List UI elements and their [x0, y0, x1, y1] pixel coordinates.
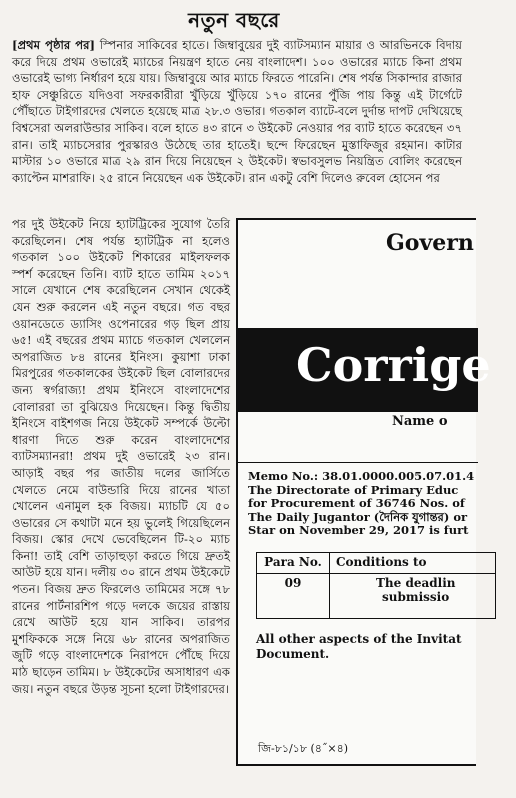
article-headline: নতুন বছরে [188, 8, 280, 32]
table-header-row [257, 553, 496, 574]
ad-divider [238, 462, 478, 463]
article-body-full-width [12, 37, 462, 186]
ad-memo-line: Star on November 29, 2017 is furt [248, 523, 469, 537]
article-paragraph-continued: পর দুই উইকেট নিয়ে হ্যাটট্রিকের সুযোগ তৈরি করেছিলেন। শেষ পর্যন্ত হ্যাটট্রিক না হলেও গতকাল ১০০ উইকেট শিকারের মাইলফলক স্পর্শ করেছেন তিনি। ব্যাট হাতে তামিম ২০১৭ সালে যেখানে শেষ করেছিলেন সেখান থেকেই যেন শুরু করলেন এই নতুন বছরে। গত বছর ওয়ানডেতে ড্যাসিং ওপেনারের গড় ছিল প্রায় ৬৫! এই বছরের প্রথম ম্যাচে গতকাল খেললেন অপরাজিত ৮৪ রানের ইনিংস। কুয়াশা ঢাকা মিরপুরের গতকালকের উইকেট ছিল বোলারদের জন্য স্বর্গরাজ্য! প্রথম ইনিংসে বাংলাদেশের বোলাররা তা বুঝিয়েও দিয়েছেন। কিন্তু দ্বিতীয় ইনিংসে বাইশগজ নিয়ে উইকেট সম্পর্কে উল্টো ধারণা দিতে শুরু করেন বাংলাদেশের ব্যাটসম্যানরা! প্রথম দুই ওভারেই ২৩ রান। আড়াই বছর পর জাতীয় দলের জার্সিতে খেলতে নেমে বাউন্ডারি দিয়ে রানের খাতা খোলেন এনামুল হক বিজয়। ম্যাচটি যে ৫০ ওভারের সে কথাটা মনে হয় ভুলেই গিয়েছিলেন বিজয়। স্কোর দেখে ভেবেছিলেন টি-২০ ম্যাচ কিনা! তাই বেশি তাড়াহুড়া করতে গিয়ে দ্রুতই আউট হয়ে যান। দলীয় ৩০ রানে প্রথম উইকেটে পতন। বিজয় দ্রুত ফিরলেও তামিমের সঙ্গে ৭৮ রানের পার্টনারশিপ গড়ে দলকে জয়ের রাস্তায় রেখে আউট হয়ে যান সাকিব। তারপর মুশফিককে সঙ্গে নিয়ে ৬৮ রানের অপরাজিত জুটি গড়ে বাংলাদেশকে নিরাপদে পৌঁছে দিয়ে মাঠ ছাড়েন তামিম। ৮ উইকেটের অসাধারণ এক জয়। নতুন বছরে উড়ন্ত সূচনা হলো টাইগারদের। [12, 217, 230, 696]
table-cell-condition [330, 574, 496, 619]
ad-memo-line: The Directorate of Primary Educ [248, 482, 459, 497]
corrigendum-advertisement [236, 218, 491, 766]
ad-memo-line: Memo No.: 38.01.0000.005.07.01.4 [248, 469, 475, 483]
article-body-column [12, 216, 230, 697]
table-header-cell: Conditions to [330, 553, 496, 574]
lead-tag: [প্রথম পৃষ্ঠার পর] [12, 38, 96, 52]
ad-conditions-table [256, 552, 496, 619]
ad-other-line: Document. [256, 647, 330, 661]
ad-title-band [238, 328, 491, 412]
ad-other-line: All other aspects of the Invitat [256, 632, 462, 646]
table-header-cell: Para No. [257, 553, 330, 574]
table-cell-para: 09 [257, 574, 330, 619]
ad-memo-line: for Procurement of 36746 Nos. of [248, 496, 465, 510]
condition-line: submissio [382, 590, 450, 604]
ad-name-line: Name o [392, 414, 448, 429]
table-row [257, 574, 496, 619]
ad-reference-code: জি-৮১/১৮ (৪˝×৪) [258, 742, 349, 755]
article-paragraph: স্পিনার সাকিবের হাতে। জিম্বাবুয়ের দুই ব্যাটসম্যান মায়ার ও আরভিনকে বিদায় করে দিয়ে প্রথম ওভারেই ম্যাচের নিয়ন্ত্রণ হাতে নেয় বাংলাদেশ। ১০০ ওভারের ম্যাচে কিনা প্রথম ওভারেই ভাগ্য নির্ধারণ হয়ে যায়। জিম্বাবুয়ে আর ম্যাচে ফিরতে পারেনি। শেষ পর্যন্ত সিকান্দার রাজার হাফ সেঞ্চুরিতে যদিওবা সফরকারীরা খুঁড়িয়ে খুঁড়িয়ে ১৭০ রানের পুঁজি পায় কিন্তু এই টার্গেটে পৌঁছাতে টাইগারদের খেলতে হয়েছে মাত্র ২৮.৩ ওভার। গতকাল ব্যাটে-বলে দুর্দান্ত দাপট দেখিয়েছে বিশ্বসেরা অলরাউন্ডার সাকিব। বলে হাতে ৪৩ রানে ৩ উইকেট নেওয়ার পর ব্যাট হাতে করেছেন ৩৭ রান। তাই ম্যাচসেরার পুরস্কারও উঠেছে তার হাতেই। ছন্দে ফিরেছেন মুস্তাফিজুর রহমান। কাটার মাস্টার ১০ ওভারে মাত্র ২৯ রান দিয়ে নিয়েছেন ২ উইকেট। স্বভাবসুলভ নিয়ন্ত্রিত বোলিং করেছেন ক্যাপ্টেন মাশরাফি। ২৫ রানে নিয়েছেন এক উইকেট। রান একটু বেশি দিলেও রুবেল হোসেন পর [12, 38, 463, 185]
ad-government-heading: Govern [386, 230, 474, 256]
ad-memo-block [248, 470, 508, 538]
ad-other-aspects [256, 632, 516, 662]
ad-memo-line: The Daily Jugantor (দৈনিক যুগান্তর) or [248, 509, 468, 524]
ad-title: Corrige [296, 338, 491, 392]
condition-line: The deadlin [376, 576, 456, 590]
